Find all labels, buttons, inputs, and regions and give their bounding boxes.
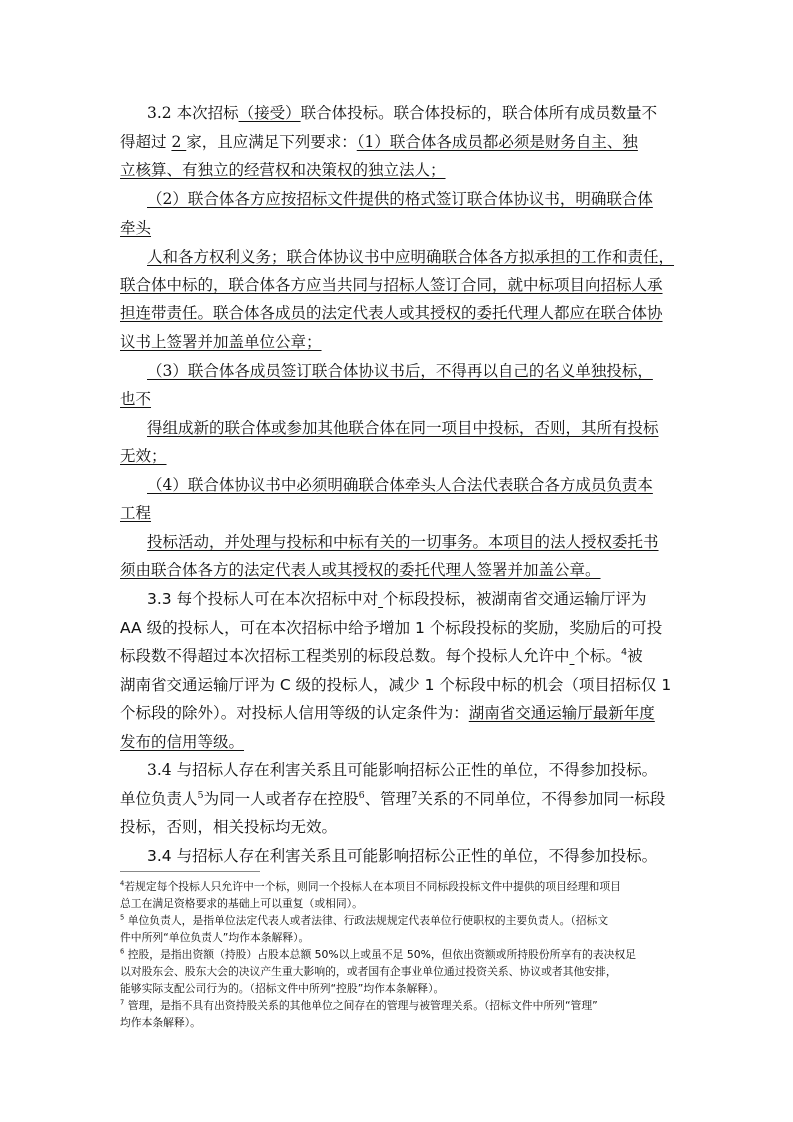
text-segment: 湖南省交通运输厅评为 C 级的投标人，减少 1 个标段中标的机会（项目招标仅 1 xyxy=(120,676,672,694)
footnote-marker: 7 xyxy=(411,789,418,801)
body-line xyxy=(120,332,322,352)
text-segment: 管理，是指不具有出资持股关系的其他单位之间存在的管理与被管理关系。（招标文件中所列“管理” xyxy=(124,999,598,1012)
underlined-text: 人和各方权利义务；联合体协议书中应明确联合体各方拟承担的工作和责任， xyxy=(147,248,675,266)
underlined-text: 得组成新的联合体或参加其他联合体在同一项目中投标，否则，其所有投标 xyxy=(147,419,659,437)
text-segment: 3.4 与招标人存在利害关系且可能影响招标公正性的单位，不得参加投标。 xyxy=(147,847,658,865)
underlined-text: 湖南省交通运输厅最新年度 xyxy=(468,704,655,722)
body-line xyxy=(120,646,643,666)
footnote-line xyxy=(120,982,444,996)
footnote-line xyxy=(120,965,617,979)
body-line xyxy=(120,732,244,752)
underlined-text: 议书上签署并加盖单位公章； xyxy=(120,333,322,351)
underlined-text: 发布的信用等级。 xyxy=(120,733,245,751)
underlined-text: 工程 xyxy=(120,504,152,522)
body-line xyxy=(120,218,151,238)
body-line xyxy=(147,189,653,209)
text-segment: 为同一人或者存在控股 xyxy=(203,790,359,808)
footnote-line xyxy=(120,914,608,928)
footnote-marker: 5 xyxy=(120,913,125,922)
footnote-line xyxy=(120,1016,201,1030)
text-segment: 单位负责人，是指单位法定代表人或者法律、行政法规规定代表单位行使职权的主要负责人。（招标文 xyxy=(124,914,609,927)
underlined-text: （4）联合体协议书中必须明确联合体牵头人合法代表联合各方成员负责本 xyxy=(147,476,653,494)
underlined-text: 投标活动，并处理与投标和中标有关的一切事务。本项目的法人授权委托书 xyxy=(147,533,659,551)
underlined-text: 立核算、有独立的经营权和决策权的独立法人； xyxy=(120,161,446,179)
body-line xyxy=(147,247,674,267)
underlined-text: （接受） xyxy=(238,104,301,122)
text-segment: 总工在满足资格要求的基础上可以重复（或相同）。 xyxy=(120,897,363,910)
body-line xyxy=(120,560,601,580)
underlined-text: 联合体中标的，联合体各方应当共同与招标人签订合同，就中标项目向招标人承 xyxy=(120,276,663,294)
body-line xyxy=(120,160,446,180)
underlined-text: （2）联合体各方应按招标文件提供的格式签订联合体协议书，明确联合体 xyxy=(147,190,653,208)
footnote-marker: 5 xyxy=(197,789,204,801)
text-segment: 3.2 本次招标 xyxy=(147,104,239,122)
body-line xyxy=(120,675,671,695)
text-segment: 标段数不得超过本次招标工程类别的标段总数。每个投标人允许中 xyxy=(120,647,570,665)
footnote-marker: 6 xyxy=(358,789,365,801)
footnote-marker: 4 xyxy=(120,879,125,888)
footnote-marker: 7 xyxy=(120,998,125,1007)
body-line xyxy=(147,589,647,609)
text-segment: 投标，否则，相关投标均无效。 xyxy=(120,818,338,836)
body-line xyxy=(120,789,665,809)
text-segment: 个标段的除外）。对投标人信用等级的认定条件为： xyxy=(120,704,469,722)
text-segment: 3.3 每个投标人可在本次招标中对 xyxy=(147,590,379,608)
underlined-text: 须由联合体各方的法定代表人或其授权的委托代理人签署并加盖公章。 xyxy=(120,561,601,579)
body-line xyxy=(120,389,151,409)
text-segment: 得超过 xyxy=(120,133,172,151)
text-segment: 被 xyxy=(627,647,643,665)
text-segment: 以对股东会、股东大会的决议产生重大影响的，或者国有企事业单位通过投资关系、协议或者其他安排， xyxy=(120,965,617,978)
text-segment: 均作本条解释）。 xyxy=(120,1016,201,1029)
body-line xyxy=(147,361,653,381)
text-segment: AA 级的投标人，可在本次招标中给予增加 1 个标段投标的奖励，奖励后的可投 xyxy=(120,619,663,637)
body-line xyxy=(147,532,659,552)
text-segment: 件中所列“单位负责人”均作本条解释）。 xyxy=(120,931,310,944)
text-segment: 能够实际支配公司行为的。（招标文件中所列“控股”均作本条解释）。 xyxy=(120,982,445,995)
footnote-line xyxy=(120,948,636,962)
body-line xyxy=(120,446,167,466)
body-line xyxy=(147,418,659,438)
underlined-text: 无效； xyxy=(120,447,167,465)
footnote-marker: 4 xyxy=(620,646,628,658)
underlined-text: （3）联合体各成员签订联合体协议书后，不得再以自己的名义单独投标， xyxy=(147,362,653,380)
footnote-line xyxy=(120,999,598,1013)
footnote-line xyxy=(120,880,621,894)
text-segment: 、管理 xyxy=(364,790,412,808)
body-line xyxy=(147,103,657,123)
body-line xyxy=(120,503,151,523)
underlined-text: 2 xyxy=(171,133,187,151)
underlined-text: 牵头 xyxy=(120,219,152,237)
text-segment: 3.4 与招标人存在利害关系且可能影响招标公正性的单位，不得参加投标。 xyxy=(147,761,658,779)
body-line xyxy=(147,760,657,780)
body-line xyxy=(120,303,663,323)
underlined-text: 担连带责任。联合体各成员的法定代表人或其授权的委托代理人都应在联合体协 xyxy=(120,304,663,322)
text-segment: 关系的不同单位，不得参加同一标段 xyxy=(417,790,666,808)
text-segment: 个标。 xyxy=(574,647,621,665)
text-segment: 家，且应满足下列要求： xyxy=(186,133,357,151)
text-segment: 单位负责人 xyxy=(120,790,198,808)
text-segment: 控股，是指出资额（持股）占股本总额 50%以上或虽不足 50%，但依出资额或所持股份所享有的表决权足 xyxy=(124,948,637,961)
underlined-text: （1）联合体各成员都必须是财务自主、独 xyxy=(356,133,638,151)
text-segment: 若规定每个投标人只允许中一个标，则同一个投标人在本项目不同标段投标文件中提供的项目经理和项目 xyxy=(124,880,621,893)
footnote-marker: 6 xyxy=(120,947,125,956)
underlined-text: 也不 xyxy=(120,390,152,408)
body-line xyxy=(120,618,662,638)
body-line xyxy=(147,846,657,866)
footnote-line xyxy=(120,897,363,911)
body-line xyxy=(120,275,663,295)
footnote-separator xyxy=(120,871,260,872)
footnote-line xyxy=(120,931,309,945)
body-line xyxy=(120,132,638,152)
text-segment: 个标段投标，被湖南省交通运输厅评为 xyxy=(383,590,647,608)
body-line xyxy=(147,475,653,495)
body-line xyxy=(120,817,337,837)
text-segment: 联合体投标。联合体投标的，联合体所有成员数量不 xyxy=(300,104,658,122)
body-line xyxy=(120,703,655,723)
